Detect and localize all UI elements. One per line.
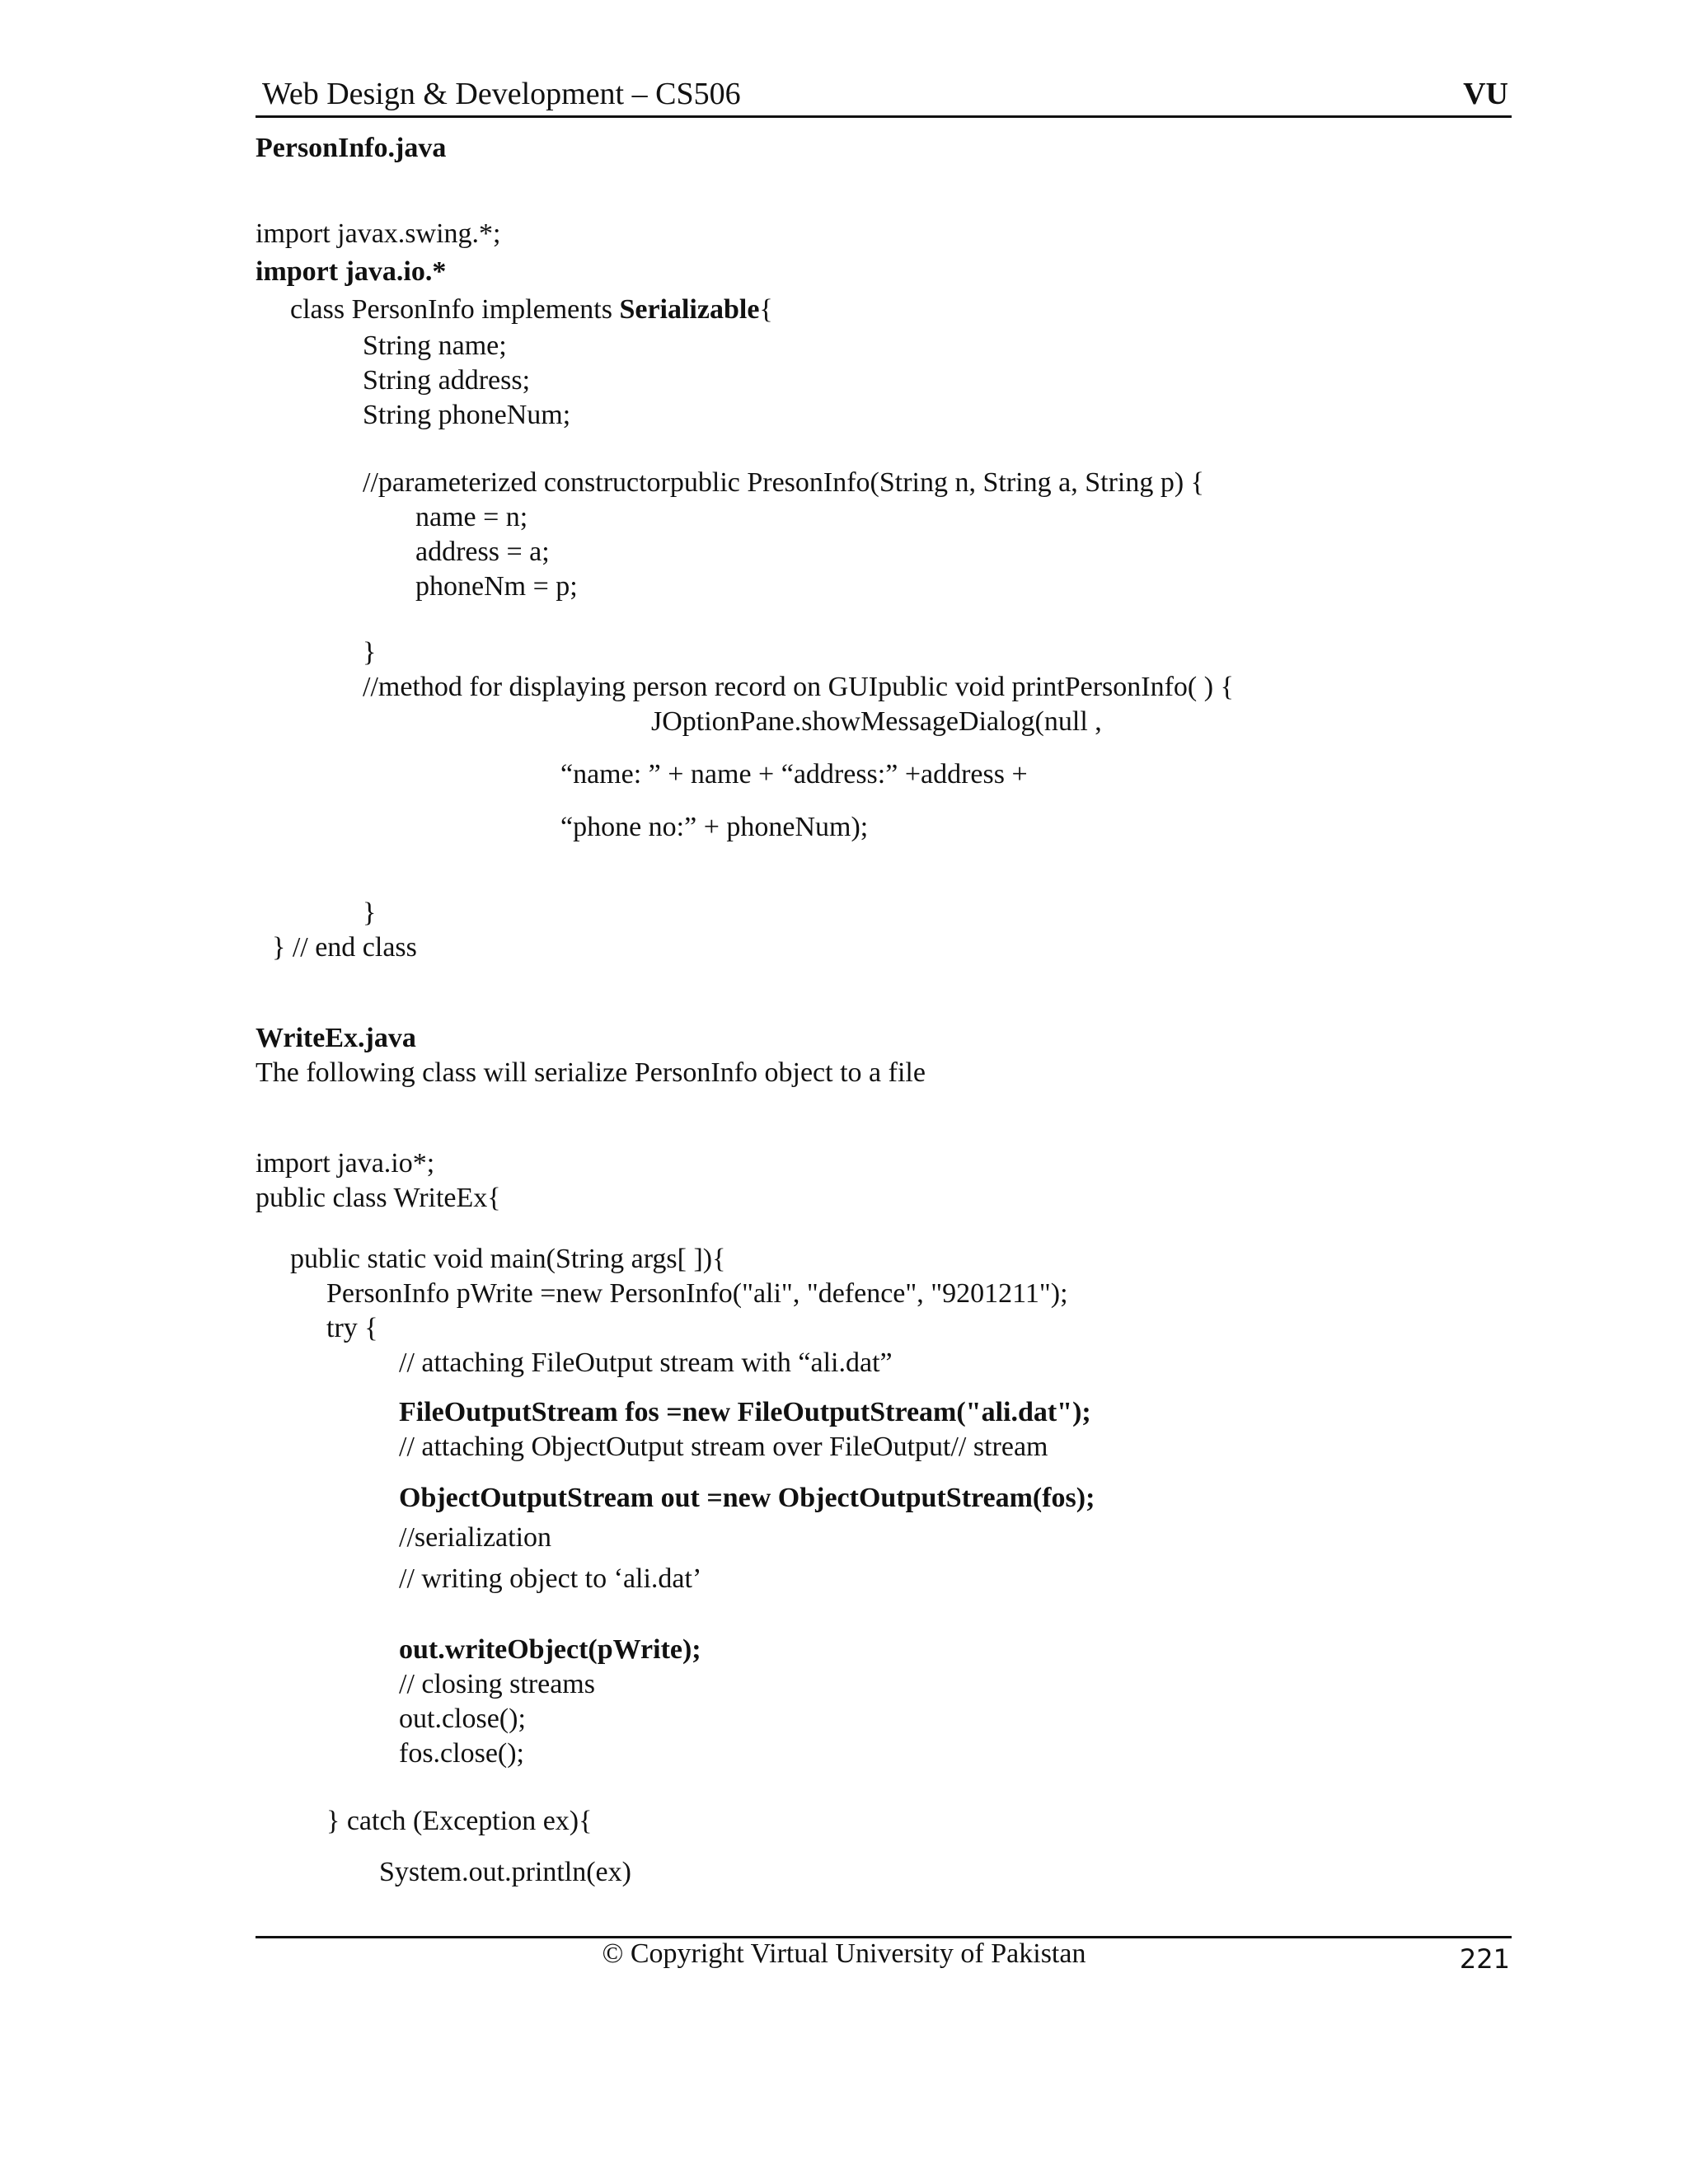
code-line xyxy=(415,536,550,569)
bold-text: ObjectOutputStream out =new ObjectOutputStream(fos); xyxy=(399,1483,1095,1513)
text: out.close(); xyxy=(399,1704,526,1734)
bold-text: Serializable xyxy=(619,294,760,325)
text: } xyxy=(363,637,377,668)
code-line xyxy=(256,218,500,251)
text: // attaching FileOutput stream with “ali.dat” xyxy=(399,1347,893,1378)
code-line xyxy=(290,1243,725,1276)
code-line xyxy=(363,364,530,397)
code-line xyxy=(415,501,528,534)
bold-text: WriteEx.java xyxy=(256,1023,416,1053)
text: JOptionPane.showMessageDialog(null , xyxy=(651,706,1102,737)
text: { xyxy=(759,294,773,325)
text: “name: ” + name + “address:” +address + xyxy=(560,759,1028,790)
text: PersonInfo pWrite =new PersonInfo("ali", "defence", "9201211"); xyxy=(326,1278,1068,1309)
code-line xyxy=(363,330,507,363)
code-line xyxy=(363,399,570,432)
code-line xyxy=(399,1396,1091,1429)
code-line xyxy=(415,570,578,603)
code-line xyxy=(326,1277,1068,1310)
code-line xyxy=(399,1347,893,1380)
code-line xyxy=(379,1856,631,1889)
text: } catch (Exception ex){ xyxy=(326,1806,593,1836)
code-line xyxy=(399,1703,526,1736)
vu-brand: VU xyxy=(1463,77,1508,111)
text: String phoneNum; xyxy=(363,400,571,430)
code-line xyxy=(256,132,446,165)
text: “phone no:” + phoneNum); xyxy=(560,812,869,842)
bold-text: PersonInfo.java xyxy=(256,133,447,163)
code-line xyxy=(256,1022,416,1055)
text: phoneNm = p; xyxy=(415,571,578,602)
code-line xyxy=(290,293,773,326)
code-line xyxy=(363,897,376,930)
text: import java.io*; xyxy=(256,1148,435,1179)
course-title: Web Design & Development – CS506 xyxy=(262,77,741,111)
code-line xyxy=(256,1147,434,1180)
text: // writing object to ‘ali.dat’ xyxy=(399,1563,702,1594)
code-line xyxy=(256,1182,501,1215)
bold-text: FileOutputStream fos =new FileOutputStream("ali.dat"); xyxy=(399,1397,1091,1427)
text: } xyxy=(363,898,377,928)
code-line xyxy=(399,1737,524,1770)
code-line xyxy=(399,1521,551,1554)
text: fos.close(); xyxy=(399,1738,525,1769)
page-number: 221 xyxy=(1459,1943,1510,1975)
code-line xyxy=(363,671,1234,704)
text: //serialization xyxy=(399,1522,552,1553)
code-line xyxy=(256,255,446,288)
code-line xyxy=(326,1805,592,1838)
text: String address; xyxy=(363,365,531,396)
text: try { xyxy=(326,1313,378,1343)
code-line xyxy=(560,758,1028,791)
text: // closing streams xyxy=(399,1669,595,1699)
code-line xyxy=(256,1057,926,1090)
code-line xyxy=(326,1312,378,1345)
code-line xyxy=(363,466,1204,499)
text: public class WriteEx{ xyxy=(256,1183,501,1213)
copyright-notice: © Copyright Virtual University of Pakistan xyxy=(602,1938,1086,1969)
text: } // end class xyxy=(272,932,417,963)
page-header xyxy=(256,76,1512,118)
text: String name; xyxy=(363,330,507,361)
code-line xyxy=(399,1668,595,1701)
code-line xyxy=(651,705,1102,738)
text: import javax.swing.*; xyxy=(256,218,501,249)
text: //parameterized constructorpublic PresonInfo(String n, String a, String p) { xyxy=(363,467,1204,498)
code-line xyxy=(399,1482,1095,1515)
text: // attaching ObjectOutput stream over FileOutput// stream xyxy=(399,1432,1048,1462)
text: System.out.println(ex) xyxy=(379,1857,631,1887)
text: The following class will serialize PersonInfo object to a file xyxy=(256,1057,926,1088)
code-line xyxy=(363,636,376,669)
text: //method for displaying person record on GUIpublic void printPersonInfo( ) { xyxy=(363,672,1234,702)
code-line xyxy=(399,1431,1048,1464)
bold-text: import java.io.* xyxy=(256,256,447,287)
text: name = n; xyxy=(415,502,528,532)
code-line xyxy=(272,931,417,964)
code-line xyxy=(399,1563,701,1596)
bold-text: out.writeObject(pWrite); xyxy=(399,1634,701,1665)
code-line xyxy=(399,1633,701,1666)
text: address = a; xyxy=(415,537,550,567)
code-line xyxy=(560,811,868,844)
text: class PersonInfo implements xyxy=(290,294,620,325)
text: public static void main(String args[ ]){ xyxy=(290,1244,726,1274)
